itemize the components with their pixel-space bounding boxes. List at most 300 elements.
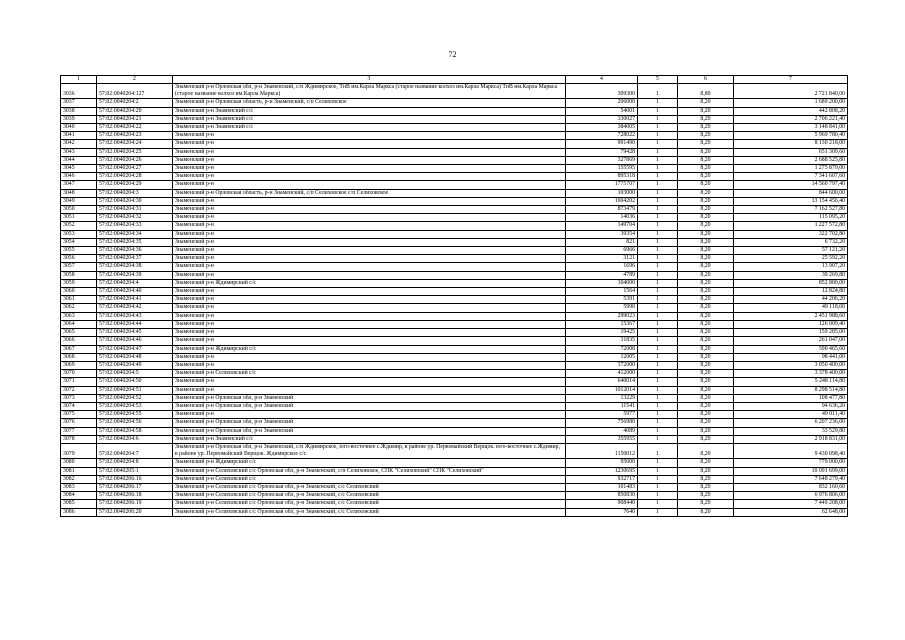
row-number-cell: 3067: [61, 345, 97, 353]
area-cell: 5990: [566, 304, 638, 312]
address-cell: Знаменский р-н Селиховский с/с: [173, 475, 566, 483]
cadastral-number-cell: 57:02:0040204:28: [97, 173, 173, 181]
rate-cell: 8,20: [678, 500, 734, 508]
cadastral-number-cell: 57:02:0040204:5: [97, 370, 173, 378]
row-number-cell: 3036: [61, 84, 97, 99]
address-cell: Знаменский р-н: [173, 165, 566, 173]
cadastral-number-cell: 57:02:0040204:50: [97, 378, 173, 386]
area-cell: 104000: [566, 279, 638, 287]
column-5-cell: 1: [638, 467, 678, 475]
address-cell: Знаменский р-н Орловская область, р-н Знаменский, с/п Селиховское с/п Селиховское: [173, 189, 566, 197]
value-cell: 832 160,60: [734, 483, 848, 491]
value-cell: 6 976 806,00: [734, 492, 848, 500]
column-5-cell: 1: [638, 483, 678, 491]
rate-cell: 8,20: [678, 459, 734, 467]
cadastral-number-cell: 57:02:0040204:39: [97, 271, 173, 279]
rate-cell: 8,20: [678, 296, 734, 304]
rate-cell: 8,20: [678, 370, 734, 378]
page-number: 72: [448, 50, 457, 59]
cadastral-number-cell: 57:02:0040204:52: [97, 394, 173, 402]
address-cell: Знаменский р-н: [173, 361, 566, 369]
cadastral-number-cell: 57:02:0040204:46: [97, 337, 173, 345]
cadastral-number-cell: 57:02:0040204:42: [97, 304, 173, 312]
cadastral-number-cell: 57:02:0040205:1: [97, 467, 173, 475]
column-5-cell: 1: [638, 443, 678, 458]
value-cell: 49 011,40: [734, 411, 848, 419]
address-cell: Знаменский р-н Знаменский с/с: [173, 107, 566, 115]
cadastral-number-cell: 57:02:0040204:21: [97, 115, 173, 123]
row-number-cell: 3066: [61, 337, 97, 345]
row-number-cell: 3039: [61, 115, 97, 123]
table-row: [61, 320, 848, 328]
cadastral-number-cell: 57:02:0040204:25: [97, 148, 173, 156]
address-cell: Знаменский р-н: [173, 238, 566, 246]
column-5-cell: 1: [638, 337, 678, 345]
area-cell: 1775707: [566, 181, 638, 189]
table-row: [61, 255, 848, 263]
row-number-cell: 3076: [61, 419, 97, 427]
rate-cell: 8,20: [678, 222, 734, 230]
row-number-cell: 3081: [61, 467, 97, 475]
row-number-cell: 3042: [61, 140, 97, 148]
area-cell: 3121: [566, 255, 638, 263]
column-5-cell: 1: [638, 304, 678, 312]
value-cell: 2 451 988,60: [734, 312, 848, 320]
header-cell: 3: [173, 76, 566, 84]
value-cell: 8 130 218,00: [734, 140, 848, 148]
cadastral-number-cell: 57:02:0040204:49: [97, 361, 173, 369]
value-cell: 5 248 114,80: [734, 378, 848, 386]
area-cell: 4789: [566, 271, 638, 279]
cadastral-number-cell: 57:02:0040204:3: [97, 189, 173, 197]
address-cell: Знаменский р-н: [173, 337, 566, 345]
row-number-cell: 3058: [61, 271, 97, 279]
column-5-cell: 1: [638, 370, 678, 378]
table-row: [61, 467, 848, 475]
area-cell: 756980: [566, 419, 638, 427]
row-number-cell: 3047: [61, 181, 97, 189]
column-5-cell: 1: [638, 427, 678, 435]
area-cell: 908440: [566, 500, 638, 508]
rate-cell: 8,20: [678, 99, 734, 107]
column-5-cell: 1: [638, 296, 678, 304]
table-row: [61, 222, 848, 230]
area-cell: 5391: [566, 296, 638, 304]
table-row: [61, 124, 848, 132]
column-5-cell: 1: [638, 189, 678, 197]
address-cell: Знаменский р-н Знаменский с/с: [173, 435, 566, 443]
area-cell: 13229: [566, 394, 638, 402]
value-cell: 9 430 098,40: [734, 443, 848, 458]
address-cell: Знаменский р-н: [173, 156, 566, 164]
row-number-cell: 3043: [61, 148, 97, 156]
value-cell: 3 050 400,00: [734, 361, 848, 369]
rate-cell: 8,20: [678, 443, 734, 458]
row-number-cell: 3040: [61, 124, 97, 132]
table-row: [61, 483, 848, 491]
row-number-cell: 3045: [61, 165, 97, 173]
table-row: [61, 459, 848, 467]
value-cell: 852 800,00: [734, 279, 848, 287]
column-5-cell: 1: [638, 124, 678, 132]
cadastral-number-cell: 57:02:0040204:44: [97, 320, 173, 328]
value-cell: 62 648,00: [734, 508, 848, 516]
column-5-cell: 1: [638, 353, 678, 361]
value-cell: 33 529,80: [734, 427, 848, 435]
value-cell: 13 154 456,40: [734, 197, 848, 205]
value-cell: 442 808,20: [734, 107, 848, 115]
value-cell: 590 465,60: [734, 345, 848, 353]
cadastral-number-cell: 57:02:0040204:32: [97, 214, 173, 222]
table-row: [61, 279, 848, 287]
cadastral-number-cell: 57:02:0040204:55: [97, 411, 173, 419]
area-cell: 54001: [566, 107, 638, 115]
rate-cell: 8,20: [678, 214, 734, 222]
area-cell: 991490: [566, 140, 638, 148]
cadastral-number-cell: 57:02:0040204:47: [97, 345, 173, 353]
area-cell: 932717: [566, 475, 638, 483]
table-row: [61, 99, 848, 107]
rate-cell: 8,20: [678, 181, 734, 189]
row-number-cell: 3075: [61, 411, 97, 419]
value-cell: 261 047,00: [734, 337, 848, 345]
table-row: [61, 419, 848, 427]
row-number-cell: 3077: [61, 427, 97, 435]
row-number-cell: 3080: [61, 459, 97, 467]
cadastral-number-cell: 57:02:0040206:17: [97, 483, 173, 491]
area-cell: 79428: [566, 148, 638, 156]
cadastral-number-cell: 57:02:0040204:29: [97, 181, 173, 189]
cadastral-number-cell: 57:02:0040204:41: [97, 296, 173, 304]
address-cell: Знаменский р-н Ждимирский с/с: [173, 279, 566, 287]
rate-cell: 8,20: [678, 206, 734, 214]
address-cell: Знаменский р-н: [173, 197, 566, 205]
column-5-cell: 1: [638, 435, 678, 443]
rate-cell: 8,20: [678, 124, 734, 132]
value-cell: 2 688 525,80: [734, 156, 848, 164]
cadastral-number-cell: 57:02:0040204:24: [97, 140, 173, 148]
row-number-cell: 3055: [61, 247, 97, 255]
row-number-cell: 3053: [61, 230, 97, 238]
area-cell: 155595: [566, 165, 638, 173]
address-cell: Знаменский р-н Знаменский с/с: [173, 115, 566, 123]
value-cell: 159 285,00: [734, 329, 848, 337]
rate-cell: 8,20: [678, 312, 734, 320]
value-cell: 8 298 514,80: [734, 386, 848, 394]
area-cell: 11541: [566, 402, 638, 410]
rate-cell: 8,20: [678, 378, 734, 386]
row-number-cell: 3068: [61, 353, 97, 361]
address-cell: Знаменский р-н: [173, 288, 566, 296]
row-number-cell: 3085: [61, 500, 97, 508]
row-number-cell: 3054: [61, 238, 97, 246]
value-cell: 13 907,20: [734, 263, 848, 271]
row-number-cell: 3063: [61, 312, 97, 320]
value-cell: 1 689 200,00: [734, 99, 848, 107]
cadastral-number-cell: 57:02:0040204:4: [97, 279, 173, 287]
column-5-cell: 1: [638, 419, 678, 427]
value-cell: 322 702,80: [734, 230, 848, 238]
area-cell: 640014: [566, 378, 638, 386]
value-cell: 57 121,20: [734, 247, 848, 255]
row-number-cell: 3078: [61, 435, 97, 443]
table-row: [61, 263, 848, 271]
address-cell: Знаменский р-н: [173, 181, 566, 189]
rate-cell: 8,20: [678, 279, 734, 287]
row-number-cell: 3084: [61, 492, 97, 500]
value-cell: 94 636,20: [734, 402, 848, 410]
row-number-cell: 3051: [61, 214, 97, 222]
row-number-cell: 3074: [61, 402, 97, 410]
cadastral-number-cell: 57:02:0040204:45: [97, 329, 173, 337]
rate-cell: 8,20: [678, 189, 734, 197]
column-5-cell: 1: [638, 378, 678, 386]
column-5-cell: 1: [638, 84, 678, 99]
area-cell: 15367: [566, 320, 638, 328]
column-5-cell: 1: [638, 156, 678, 164]
address-cell: Знаменский р-н: [173, 411, 566, 419]
column-5-cell: 1: [638, 99, 678, 107]
cadastral-number-cell: 57:02:0040204:8: [97, 459, 173, 467]
cadastral-number-cell: 57:02:0040206:20: [97, 508, 173, 516]
area-cell: 412000: [566, 370, 638, 378]
rate-cell: 8,20: [678, 304, 734, 312]
table-row: [61, 214, 848, 222]
column-5-cell: 1: [638, 197, 678, 205]
area-cell: 149704: [566, 222, 638, 230]
column-5-cell: 1: [638, 411, 678, 419]
row-number-cell: 3046: [61, 173, 97, 181]
area-cell: 72008: [566, 345, 638, 353]
column-5-cell: 1: [638, 247, 678, 255]
column-5-cell: 1: [638, 500, 678, 508]
table-row: [61, 361, 848, 369]
cadastral-number-cell: 57:02:0040204:43: [97, 312, 173, 320]
column-5-cell: 1: [638, 263, 678, 271]
address-cell: Знаменский р-н: [173, 247, 566, 255]
value-cell: 44 206,20: [734, 296, 848, 304]
row-number-cell: 3044: [61, 156, 97, 164]
rate-cell: 8,20: [678, 288, 734, 296]
rate-cell: 8,20: [678, 165, 734, 173]
cadastral-number-cell: 57:02:0040204:23: [97, 132, 173, 140]
rate-cell: 8,20: [678, 394, 734, 402]
table-row: [61, 345, 848, 353]
table-row: [61, 353, 848, 361]
area-cell: 355955: [566, 435, 638, 443]
cadastral-number-cell: 57:02:0040204:38: [97, 263, 173, 271]
rate-cell: 8,20: [678, 115, 734, 123]
table-row: [61, 288, 848, 296]
area-cell: 31835: [566, 337, 638, 345]
rate-cell: 8,20: [678, 475, 734, 483]
area-cell: 12005: [566, 353, 638, 361]
cadastral-number-cell: 57:02:0040204:6: [97, 435, 173, 443]
row-number-cell: 3059: [61, 279, 97, 287]
row-number-cell: 3057: [61, 263, 97, 271]
cadastral-number-cell: 57:02:0040204:36: [97, 247, 173, 255]
table-row: [61, 411, 848, 419]
row-number-cell: 3079: [61, 443, 97, 458]
area-cell: 1230695: [566, 467, 638, 475]
column-5-cell: 1: [638, 107, 678, 115]
area-cell: 728022: [566, 132, 638, 140]
area-cell: 1012014: [566, 386, 638, 394]
rate-cell: 8,80: [678, 84, 734, 99]
area-cell: 95000: [566, 459, 638, 467]
column-5-cell: 1: [638, 345, 678, 353]
row-number-cell: 3041: [61, 132, 97, 140]
rate-cell: 8,20: [678, 435, 734, 443]
row-number-cell: 3048: [61, 189, 97, 197]
table-row: [61, 247, 848, 255]
cadastral-number-cell: 57:02:0040204:34: [97, 230, 173, 238]
rate-cell: 8,20: [678, 467, 734, 475]
row-number-cell: 3071: [61, 378, 97, 386]
row-number-cell: 3082: [61, 475, 97, 483]
area-cell: 103000: [566, 189, 638, 197]
area-cell: 4089: [566, 427, 638, 435]
address-cell: Знаменский р-н Орловская обл, р-н Знаменский, с/п Ждимирское, ТнВ им.Карла Маркса (старое название колхоз им.Карла Маркса) ТнВ им.Карла Маркса (старое название колхоз им.Карла Маркса): [173, 84, 566, 99]
row-number-cell: 3064: [61, 320, 97, 328]
rate-cell: 8,20: [678, 247, 734, 255]
area-cell: 14036: [566, 214, 638, 222]
rate-cell: 8,20: [678, 402, 734, 410]
column-5-cell: 1: [638, 148, 678, 156]
area-cell: 873479: [566, 206, 638, 214]
rate-cell: 8,20: [678, 156, 734, 164]
cadastral-number-cell: 57:02:0040204:27: [97, 165, 173, 173]
table-row: [61, 271, 848, 279]
row-number-cell: 3050: [61, 206, 97, 214]
column-5-cell: 1: [638, 288, 678, 296]
address-cell: Знаменский р-н Селиховский с/с Орловская обл, р-н Знаменский, с/с Селиховский: [173, 508, 566, 516]
column-5-cell: 1: [638, 508, 678, 516]
row-number-cell: 3069: [61, 361, 97, 369]
column-5-cell: 1: [638, 230, 678, 238]
address-cell: Знаменский р-н Селиховский с/с: [173, 370, 566, 378]
area-cell: 850830: [566, 492, 638, 500]
rate-cell: 8,20: [678, 427, 734, 435]
address-cell: Знаменский р-н Ждимирский с/с: [173, 459, 566, 467]
value-cell: 14 560 797,40: [734, 181, 848, 189]
row-number-cell: 3073: [61, 394, 97, 402]
rate-cell: 8,20: [678, 345, 734, 353]
row-number-cell: 3065: [61, 329, 97, 337]
address-cell: Знаменский р-н: [173, 378, 566, 386]
row-number-cell: 3038: [61, 107, 97, 115]
cadastral-number-cell: 57:02:0040204:48: [97, 353, 173, 361]
cadastral-number-cell: 57:02:0040204:37: [97, 255, 173, 263]
table-row: [61, 329, 848, 337]
table-row: [61, 394, 848, 402]
column-5-cell: 1: [638, 320, 678, 328]
header-cell: 6: [678, 76, 734, 84]
table-row: [61, 427, 848, 435]
header-cell: 7: [734, 76, 848, 84]
header-cell: 1: [61, 76, 97, 84]
table-row: [61, 304, 848, 312]
value-cell: 2 918 831,00: [734, 435, 848, 443]
land-registry-table: [60, 75, 848, 517]
table-row: [61, 132, 848, 140]
cadastral-number-cell: 57:02:0040204:22: [97, 124, 173, 132]
rate-cell: 8,20: [678, 508, 734, 516]
table-row: [61, 312, 848, 320]
cadastral-number-cell: 57:02:0040204:51: [97, 386, 173, 394]
value-cell: 651 309,60: [734, 148, 848, 156]
table-row: [61, 165, 848, 173]
value-cell: 98 441,00: [734, 353, 848, 361]
value-cell: 3 378 400,00: [734, 370, 848, 378]
column-5-cell: 1: [638, 271, 678, 279]
row-number-cell: 3056: [61, 255, 97, 263]
address-cell: Знаменский р-н: [173, 386, 566, 394]
cadastral-number-cell: 57:02:0040204:30: [97, 197, 173, 205]
rate-cell: 8,20: [678, 132, 734, 140]
address-cell: Знаменский р-н: [173, 132, 566, 140]
value-cell: 6 207 236,00: [734, 419, 848, 427]
value-cell: 5 969 780,40: [734, 132, 848, 140]
value-cell: 10 091 699,00: [734, 467, 848, 475]
table-row: [61, 84, 848, 99]
value-cell: 844 600,00: [734, 189, 848, 197]
table-row: [61, 475, 848, 483]
value-cell: 25 592,20: [734, 255, 848, 263]
cadastral-number-cell: 57:02:0040204:31: [97, 206, 173, 214]
address-cell: Знаменский р-н Орловская обл, р-н Знаменский: [173, 427, 566, 435]
area-cell: 19425: [566, 329, 638, 337]
address-cell: Знаменский р-н: [173, 173, 566, 181]
rate-cell: 8,20: [678, 238, 734, 246]
row-number-cell: 3062: [61, 304, 97, 312]
row-number-cell: 3070: [61, 370, 97, 378]
table-row: [61, 337, 848, 345]
value-cell: 126 009,40: [734, 320, 848, 328]
address-cell: Знаменский р-н Ждимирский с/с: [173, 345, 566, 353]
address-cell: Знаменский р-н: [173, 148, 566, 156]
value-cell: 7 449 208,00: [734, 500, 848, 508]
value-cell: 2 706 221,40: [734, 115, 848, 123]
rate-cell: 8,20: [678, 353, 734, 361]
rate-cell: 8,20: [678, 255, 734, 263]
column-5-cell: 1: [638, 132, 678, 140]
area-cell: 7640: [566, 508, 638, 516]
address-cell: Знаменский р-н: [173, 214, 566, 222]
address-cell: Знаменский р-н Орловская обл, р-н Знаменский: [173, 419, 566, 427]
rate-cell: 8,20: [678, 329, 734, 337]
value-cell: 7 162 527,80: [734, 206, 848, 214]
column-5-cell: 1: [638, 459, 678, 467]
rate-cell: 8,20: [678, 492, 734, 500]
table-row: [61, 189, 848, 197]
table-row: [61, 500, 848, 508]
cadastral-number-cell: 57:02:0040204:53: [97, 402, 173, 410]
address-cell: Знаменский р-н Орловская обл, р-н Знаменский: [173, 394, 566, 402]
column-5-cell: 1: [638, 394, 678, 402]
column-5-cell: 1: [638, 329, 678, 337]
column-5-cell: 1: [638, 361, 678, 369]
rate-cell: 8,20: [678, 148, 734, 156]
row-number-cell: 3037: [61, 99, 97, 107]
value-cell: 115 095,20: [734, 214, 848, 222]
area-cell: 206000: [566, 99, 638, 107]
table-row: [61, 115, 848, 123]
rate-cell: 8,20: [678, 483, 734, 491]
row-number-cell: 3086: [61, 508, 97, 516]
value-cell: 3 148 841,00: [734, 124, 848, 132]
rate-cell: 8,20: [678, 386, 734, 394]
